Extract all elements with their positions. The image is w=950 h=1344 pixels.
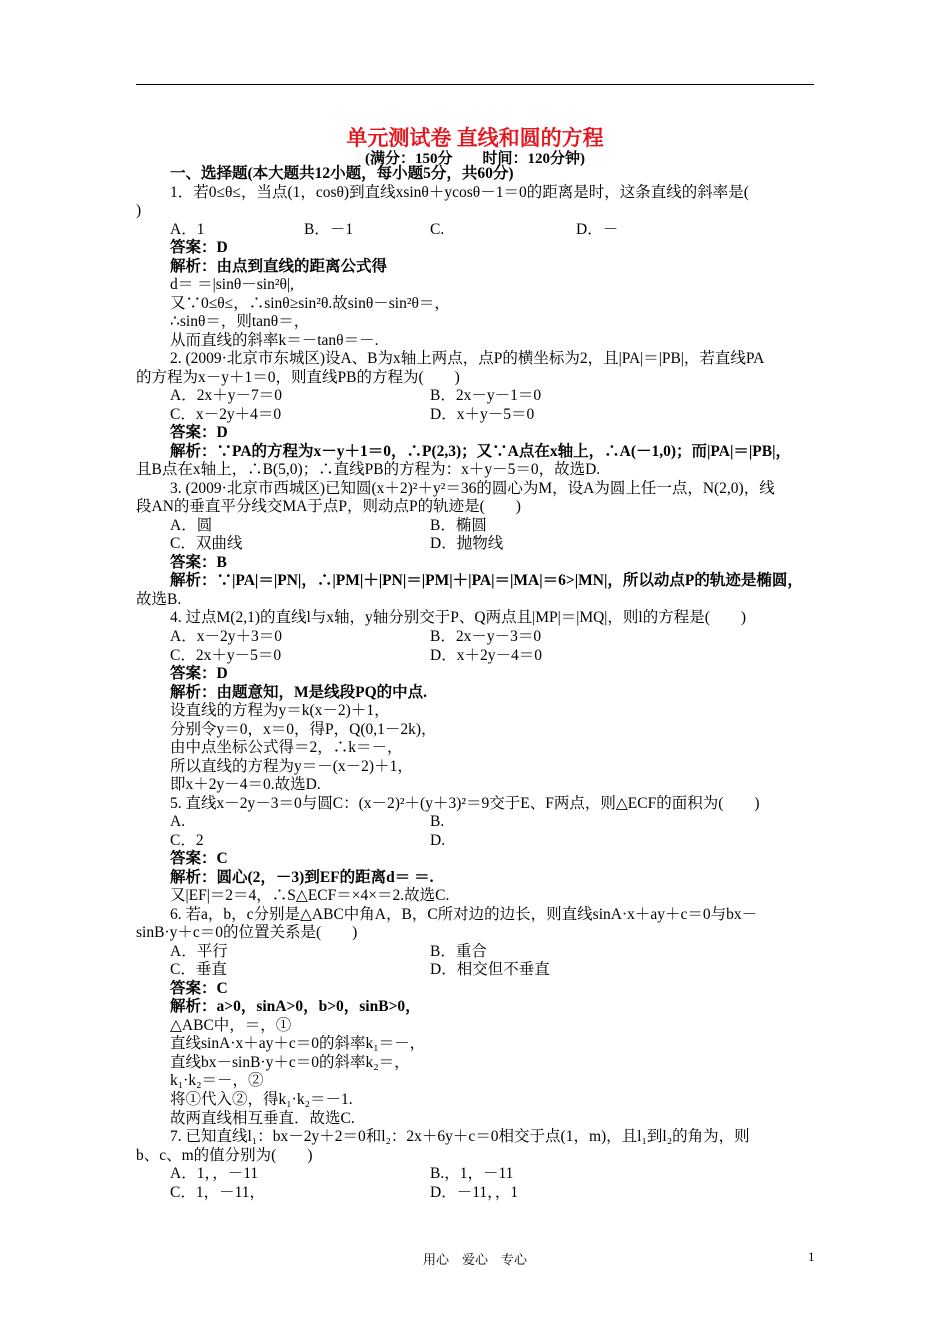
text-line: 解析：∵PA的方程为x－y＋1＝0，∴P(2,3)；又∵A点在x轴上，∴A(－1,0)；而|PA|＝|PB|， <box>170 442 791 460</box>
text-line: 即x＋2y－4＝0.故选D. <box>170 776 321 794</box>
text-line: 直线sinA·x＋ay＋c＝0的斜率k₁＝－， <box>170 1035 426 1053</box>
text-line: 解析：由题意知，M是线段PQ的中点. <box>170 683 428 701</box>
answer-option: A．1 <box>170 220 205 238</box>
answer-option: C．2 <box>170 831 204 849</box>
text-line: 解析：∵|PA|＝|PN|，∴|PM|＋|PN|＝|PM|＋|PA|＝|MA|＝6>|MN|，所以动点P的轨迹是椭圆， <box>170 572 803 590</box>
answer-option: C．垂直 <box>170 961 227 979</box>
answer-option: B．重合 <box>430 942 487 960</box>
answer-option: A. <box>170 813 186 831</box>
text-line: 解析：a>0，sinA>0，b>0，sinB>0， <box>170 998 421 1016</box>
text-line: 7. 已知直线l₁：bx－2y＋2＝0和l₂：2x＋6y＋c＝0相交于点(1，m)，且l₁到l₂的角为，则 <box>170 1128 750 1146</box>
text-line: sinB·y＋c＝0的位置关系是( ) <box>136 924 358 942</box>
text-line: 答案：C <box>170 979 228 997</box>
text-line: 由中点坐标公式得＝2，∴k＝－， <box>170 739 403 757</box>
header-rule <box>136 84 814 85</box>
answer-option: D．抛物线 <box>430 535 504 553</box>
answer-option: D. <box>430 831 446 849</box>
text-line: △ABC中，＝，① <box>170 1016 292 1034</box>
text-line: 故两直线相互垂直．故选C. <box>170 1109 355 1127</box>
answer-option: B．2x－y－1＝0 <box>430 387 542 405</box>
text-line: 答案：D <box>170 424 228 442</box>
answer-option: A．1，，－11 <box>170 1165 259 1183</box>
answer-option: A．圆 <box>170 516 213 534</box>
answer-option: C．x－2y＋4＝0 <box>170 405 282 423</box>
answer-option: A．x－2y＋3＝0 <box>170 628 282 645</box>
answer-option: D．－ <box>576 220 619 238</box>
text-line: 答案：D <box>170 239 228 257</box>
text-line: 3. (2009·北京市西城区)已知圆(x＋2)²＋y²＝36的圆心为M，设A为圆上任一点，N(2,0)，线 <box>170 479 775 497</box>
text-line: 设直线的方程为y＝k(x－2)＋1， <box>170 702 390 720</box>
text-line: 又∵0≤θ≤，∴sinθ≥sin²θ.故sinθ－sin²θ＝， <box>170 294 450 312</box>
text-line: 2. (2009·北京市东城区)设A、B为x轴上两点，点P的横坐标为2，且|PA|＝|PB|，若直线PA <box>170 350 765 368</box>
answer-option: B．椭圆 <box>430 516 487 534</box>
answer-option: D．x＋y－5＝0 <box>430 405 535 423</box>
page-subtitle: (满分：150分 时间：120分钟) <box>365 151 585 167</box>
text-line: ) <box>136 202 142 220</box>
text-line: 的方程为x－y＋1＝0，则直线PB的方程为( ) <box>136 368 460 386</box>
answer-option: A．平行 <box>170 942 228 960</box>
text-line: 分别令y＝0，x＝0，得P，Q(0,1－2k)， <box>170 720 437 738</box>
text-line: 且B点在x轴上，∴B(5,0)；∴直线PB的方程为：x＋y－5＝0，故选D. <box>136 461 601 479</box>
answer-option: C．1，－11， <box>170 1183 266 1201</box>
text-line: b、c、m的值分别为( ) <box>136 1146 313 1164</box>
answer-option: D．x＋2y－4＝0 <box>430 646 542 664</box>
text-line: 6. 若a，b，c分别是△ABC中角A，B，C所对边的边长，则直线sinA·x＋ay＋c＝0与bx－ <box>170 905 758 923</box>
text-line: 从而直线的斜率k＝－tanθ＝－. <box>170 331 379 349</box>
text-line: 一、选择题(本大题共12小题，每小题5分，共60分) <box>170 165 514 182</box>
answer-option: B．2x－y－3＝0 <box>430 628 542 645</box>
text-line: 段AN的垂直平分线交MA于点P，则动点P的轨迹是( ) <box>136 498 521 516</box>
text-line: d＝ ＝|sinθ－sin²θ|, <box>170 276 294 294</box>
answer-option: D．－11，，1 <box>430 1183 519 1201</box>
answer-option: B.，1，－11 <box>430 1165 514 1183</box>
text-line: 解析：圆心(2，－3)到EF的距离d＝ ＝. <box>170 868 434 886</box>
text-line: 答案：B <box>170 553 227 571</box>
text-line: 1．若0≤θ≤，当点(1，cosθ)到直线xsinθ＋ycosθ－1＝0的距离是时，这条直线的斜率是( <box>170 183 749 201</box>
answer-option: C．2x＋y－5＝0 <box>170 646 282 664</box>
text-line: 答案：C <box>170 850 228 868</box>
answer-option: B. <box>430 813 445 831</box>
text-line: 直线bx－sinB·y＋c＝0的斜率k₂＝， <box>170 1053 410 1071</box>
page-number: 1 <box>808 1249 815 1264</box>
answer-option: B．－1 <box>304 220 354 238</box>
page-title: 单元测试卷 直线和圆的方程 <box>346 126 604 150</box>
page-footer: 用心 爱心 专心 <box>422 1253 527 1268</box>
text-line: 解析：由点到直线的距离公式得 <box>170 257 388 275</box>
answer-option: A．2x＋y－7＝0 <box>170 387 282 405</box>
answer-option: C．双曲线 <box>170 535 243 553</box>
text-line: k₁·k₂＝－，② <box>170 1072 264 1090</box>
answer-option: D．相交但不垂直 <box>430 961 550 979</box>
text-line: 所以直线的方程为y＝－(x－2)＋1， <box>170 757 413 775</box>
answer-option: C. <box>430 220 445 238</box>
text-line: 答案：D <box>170 665 228 683</box>
text-line: 4. 过点M(2,1)的直线l与x轴，y轴分别交于P、Q两点且|MP|＝|MQ|，则l的方程是( ) <box>170 609 747 627</box>
text-line: 5. 直线x－2y－3＝0与圆C：(x－2)²＋(y＋3)²＝9交于E、F两点，则△ECF的面积为( ) <box>170 794 760 812</box>
text-line: ∴sinθ＝，则tanθ＝， <box>170 313 310 331</box>
text-line: 又|EF|＝2＝4，∴S△ECF＝×4×＝2.故选C. <box>170 887 450 905</box>
text-line: 将①代入②，得k₁·k₂＝－1. <box>170 1091 353 1108</box>
text-line: 故选B. <box>136 590 182 608</box>
